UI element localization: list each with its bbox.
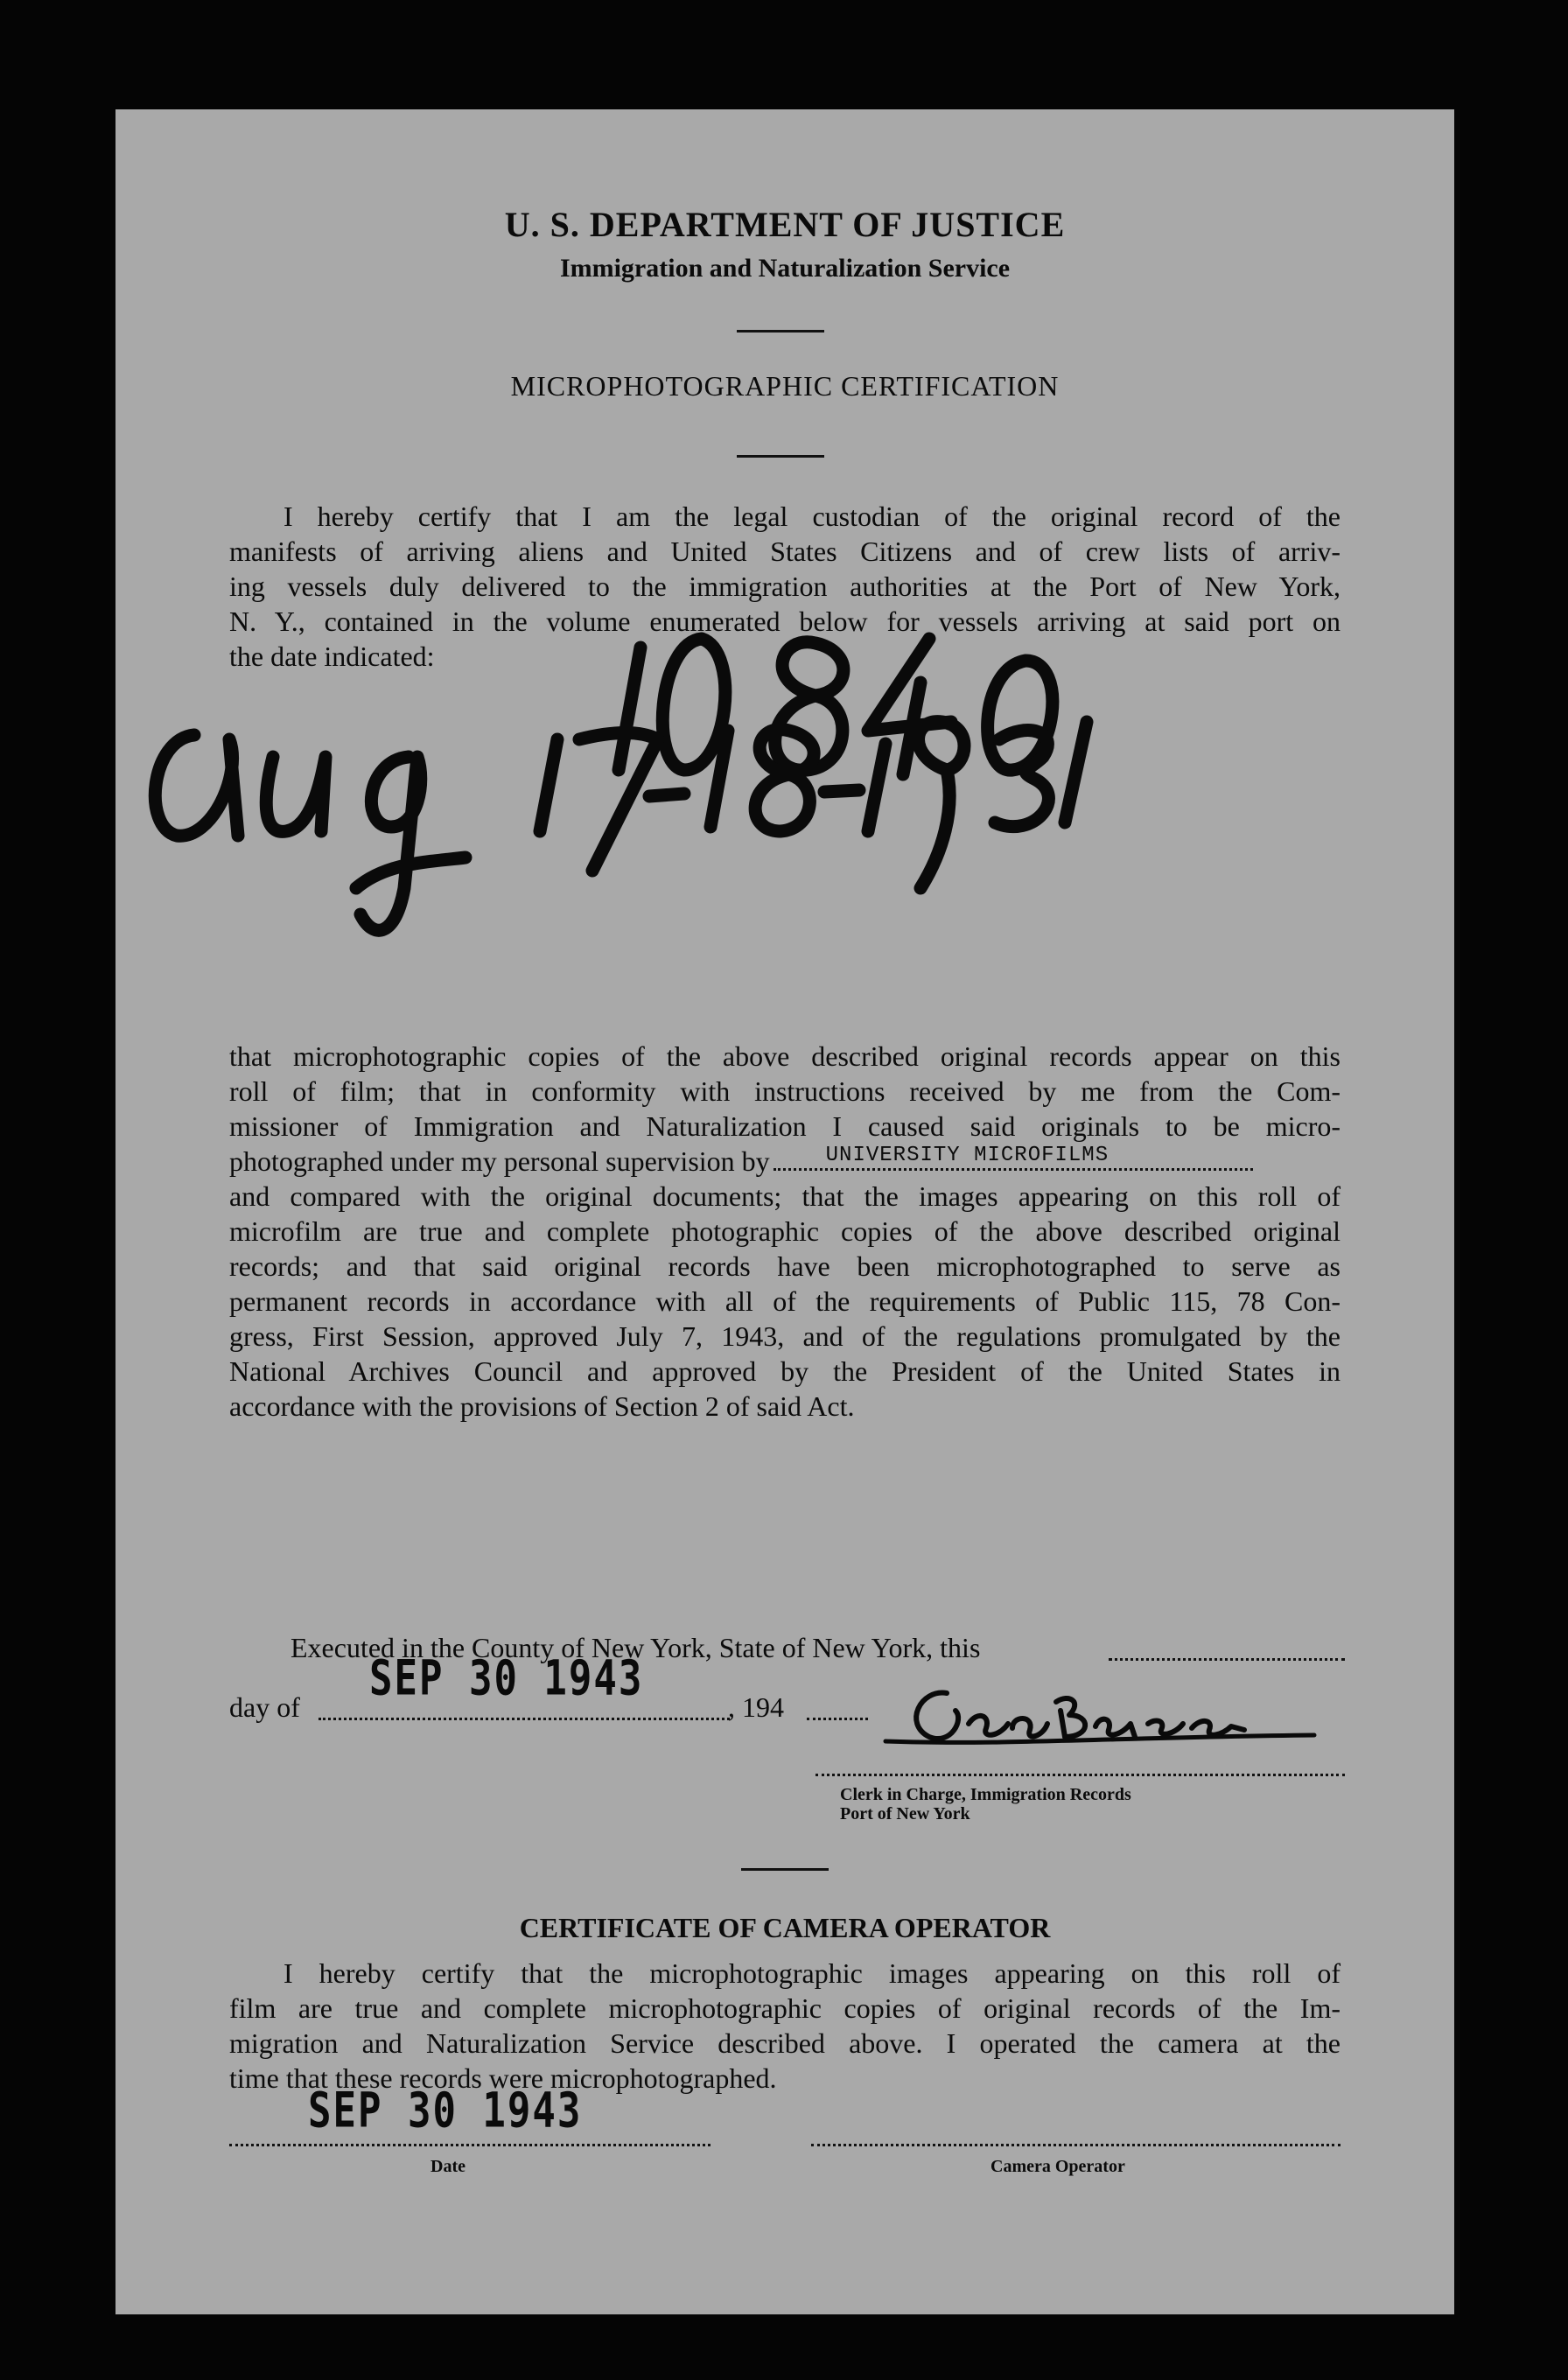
handwritten-digit: [619, 648, 640, 770]
department-heading: U. S. DEPARTMENT OF JUSTICE: [504, 205, 1066, 244]
body-line: that microphotographic copies of the above described original records appear on this: [229, 1040, 1340, 1072]
clerk-signature-line: [816, 1774, 1345, 1776]
body-line: records; and that said original records have been microphotographed to serve as: [229, 1250, 1340, 1282]
certification-title: MICROPHOTOGRAPHIC CERTIFICATION: [510, 370, 1060, 402]
camera-certificate-paragraph: [229, 1956, 1340, 2096]
execution-day-fill-line: [1109, 1658, 1345, 1661]
clerk-signature: [868, 1676, 1323, 1763]
day-of-label: day of: [229, 1691, 300, 1723]
intro-line: N. Y., contained in the volume enumerated below for vessels arriving at said port on: [229, 606, 1340, 637]
certification-paragraph: [229, 1039, 1340, 1424]
body-line-with-company: [229, 1144, 1340, 1179]
body-line: National Archives Council and approved by the President of the United States in: [229, 1355, 1340, 1387]
body-line: permanent records in accordance with all of the requirements of Public 115, 78 Con-: [229, 1285, 1340, 1317]
company-fill-line: [774, 1144, 1253, 1171]
divider: [737, 330, 824, 332]
intro-line: I hereby certify that I am the legal custodian of the original record of the: [284, 500, 1340, 532]
body-line: and compared with the original documents; that the images appearing on this roll of: [229, 1180, 1340, 1212]
body-line: photographed under my personal supervision by: [229, 1145, 770, 1177]
day-of-fill-line: [318, 1718, 730, 1720]
camera-date-stamp: SEP 30 1943: [308, 2082, 583, 2139]
operator-signature-line: [811, 2144, 1340, 2146]
clerk-title-line-2: Port of New York: [840, 1804, 970, 1824]
service-subheading: Immigration and Naturalization Service: [559, 254, 1011, 283]
execution-line: Executed in the County of New York, State of New York, this: [290, 1632, 981, 1663]
divider: [737, 455, 824, 458]
body-line: accordance with the provisions of Section 2 of said Act.: [229, 1390, 855, 1422]
camera-line: film are true and complete microphotographic copies of original records of the Im-: [229, 1992, 1340, 2024]
clerk-title-line-1: Clerk in Charge, Immigration Records: [840, 1785, 1131, 1804]
body-line: missioner of Immigration and Naturalization I caused said originals to be micro-: [229, 1110, 1340, 1142]
camera-line: migration and Naturalization Service described above. I operated the camera at the: [229, 2027, 1340, 2059]
camera-operator-label: Camera Operator: [990, 2157, 1125, 2176]
body-line: gress, First Session, approved July 7, 1943, and of the regulations promulgated by the: [229, 1320, 1340, 1352]
intro-line: the date indicated:: [229, 640, 435, 672]
camera-line: I hereby certify that the microphotographic images appearing on this roll of: [284, 1957, 1340, 1989]
date-label: Date: [430, 2157, 466, 2176]
camera-certificate-title: CERTIFICATE OF CAMERA OPERATOR: [519, 1912, 1051, 1943]
certificate-sheet: [116, 109, 1454, 2314]
body-line: microfilm are true and complete photographic copies of the above described original: [229, 1215, 1340, 1247]
date-signature-line: [229, 2144, 710, 2146]
intro-line: manifests of arriving aliens and United States Citizens and of crew lists of arriv-: [229, 536, 1340, 567]
year-label: , 194: [728, 1691, 784, 1723]
year-fill-line: [807, 1718, 868, 1720]
camera-line: time that these records were microphotographed.: [229, 2062, 777, 2094]
date-stamp: SEP 30 1943: [369, 1650, 644, 1707]
typed-company-name: UNIVERSITY MICROFILMS: [825, 1144, 1110, 1167]
divider: [741, 1868, 829, 1871]
handwritten-volume-and-date: [116, 599, 1454, 1054]
body-line: roll of film; that in conformity with instructions received by me from the Com-: [229, 1075, 1340, 1107]
intro-line: ing vessels duly delivered to the immigration authorities at the Port of New York,: [229, 570, 1340, 602]
